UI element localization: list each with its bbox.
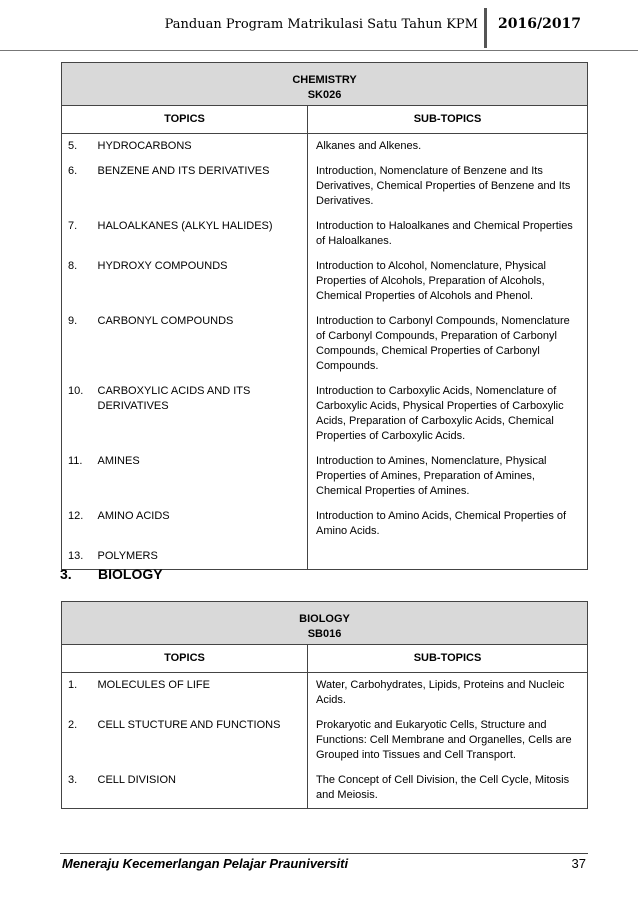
chemistry-col-subtopics: SUB-TOPICS — [308, 106, 588, 134]
subtopics-text: Water, Carbohydrates, Lipids, Proteins and Nucleic Acids. — [308, 673, 588, 714]
topic-number: 3. — [62, 768, 98, 809]
subtopics-text — [308, 544, 588, 570]
topic-number: 5. — [62, 134, 98, 160]
topic-number: 10. — [62, 379, 98, 449]
table-row — [62, 673, 588, 714]
topic-name: CARBONYL COMPOUNDS — [97, 315, 234, 327]
topic-number: 7. — [62, 214, 98, 254]
topic-name: HYDROCARBONS — [97, 140, 192, 152]
topic-number: 2. — [62, 713, 98, 768]
topic-name: CARBOXYLIC ACIDS AND ITS DERIVATIVES — [97, 385, 251, 412]
topic-name: AMINO ACIDS — [97, 510, 170, 522]
subtopics-text: Introduction to Carboxylic Acids, Nomenclature of Carboxylic Acids, Physical Properties of Carboxylic Acids, Preparation of Carboxylic Acids, Chemical Properties of Carboxylic Acids. — [308, 379, 588, 449]
topic-name: HALOALKANES (ALKYL HALIDES) — [97, 220, 273, 232]
table-row — [62, 309, 588, 379]
biology-subject: BIOLOGY — [62, 602, 588, 628]
topic-number: 12. — [62, 504, 98, 544]
biology-table — [61, 601, 588, 809]
table-row — [62, 504, 588, 544]
table-row — [62, 449, 588, 504]
subtopics-text: Introduction to Haloalkanes and Chemical Properties of Haloalkanes. — [308, 214, 588, 254]
topic-name: CELL DIVISION — [98, 768, 308, 809]
biology-col-topics: TOPICS — [62, 645, 308, 673]
subtopics-text: Introduction to Carbonyl Compounds, Nomenclature of Carbonyl Compounds, Preparation of Carbonyl Compounds, Chemical Properties of Carbonyl Compounds. — [308, 309, 588, 379]
biology-code: SB016 — [62, 627, 588, 645]
chemistry-code: SK026 — [62, 88, 588, 106]
subtopics-text: Introduction, Nomenclature of Benzene and Its Derivatives, Chemical Properties of Benzene and Its Derivatives. — [308, 159, 588, 214]
chemistry-subject: CHEMISTRY — [62, 63, 588, 89]
topic-name: CELL STUCTURE AND FUNCTIONS — [97, 719, 281, 731]
table-row — [62, 768, 588, 809]
topic-name: HYDROXY COMPOUNDS — [97, 260, 228, 272]
topic-number: 9. — [62, 309, 98, 379]
page-header — [0, 8, 638, 48]
section-title: BIOLOGY — [98, 566, 163, 582]
table-row — [62, 134, 588, 160]
topic-name: BENZENE AND ITS DERIVATIVES — [97, 165, 270, 177]
subtopics-text: Alkanes and Alkenes. — [308, 134, 588, 160]
topic-number: 8. — [62, 254, 98, 309]
header-divider — [484, 8, 487, 48]
topic-number: 13. — [62, 544, 98, 570]
subtopics-text: Introduction to Amino Acids, Chemical Properties of Amino Acids. — [308, 504, 588, 544]
section-heading — [60, 566, 163, 582]
page-number: 37 — [571, 856, 586, 871]
table-row — [62, 214, 588, 254]
biology-col-subtopics: SUB-TOPICS — [308, 645, 588, 673]
subtopics-text: Prokaryotic and Eukaryotic Cells, Structure and Functions: Cell Membrane and Organelles, Cells are Grouped into Tissues and Cell Transport. — [308, 713, 588, 768]
table-row — [62, 159, 588, 214]
subtopics-text: The Concept of Cell Division, the Cell Cycle, Mitosis and Meiosis. — [308, 768, 588, 809]
topic-number: 1. — [62, 673, 98, 714]
topic-name: MOLECULES OF LIFE — [97, 679, 210, 691]
subtopics-text: Introduction to Alcohol, Nomenclature, Physical Properties of Alcohols, Preparation of Alcohols, Chemical Properties of Alcohols and Phenol. — [308, 254, 588, 309]
footer-text: Meneraju Kecemerlangan Pelajar Prauniversiti — [62, 856, 349, 871]
footer-rule — [60, 853, 588, 854]
header-title: Panduan Program Matrikulasi Satu Tahun KPM — [164, 17, 478, 32]
topic-name: AMINES — [97, 455, 140, 467]
section-number: 3. — [60, 566, 72, 582]
chemistry-table — [61, 62, 588, 570]
table-row — [62, 713, 588, 768]
subtopics-text: Introduction to Amines, Nomenclature, Physical Properties of Amines, Preparation of Amines, Chemical Properties of Amines. — [308, 449, 588, 504]
chemistry-col-topics: TOPICS — [62, 106, 308, 134]
table-row — [62, 254, 588, 309]
topic-name: POLYMERS — [98, 544, 308, 570]
topic-number: 6. — [62, 159, 98, 214]
header-year: 2016/2017 — [498, 16, 582, 32]
table-row — [62, 379, 588, 449]
header-rule — [0, 50, 638, 51]
topic-number: 11. — [62, 449, 98, 504]
